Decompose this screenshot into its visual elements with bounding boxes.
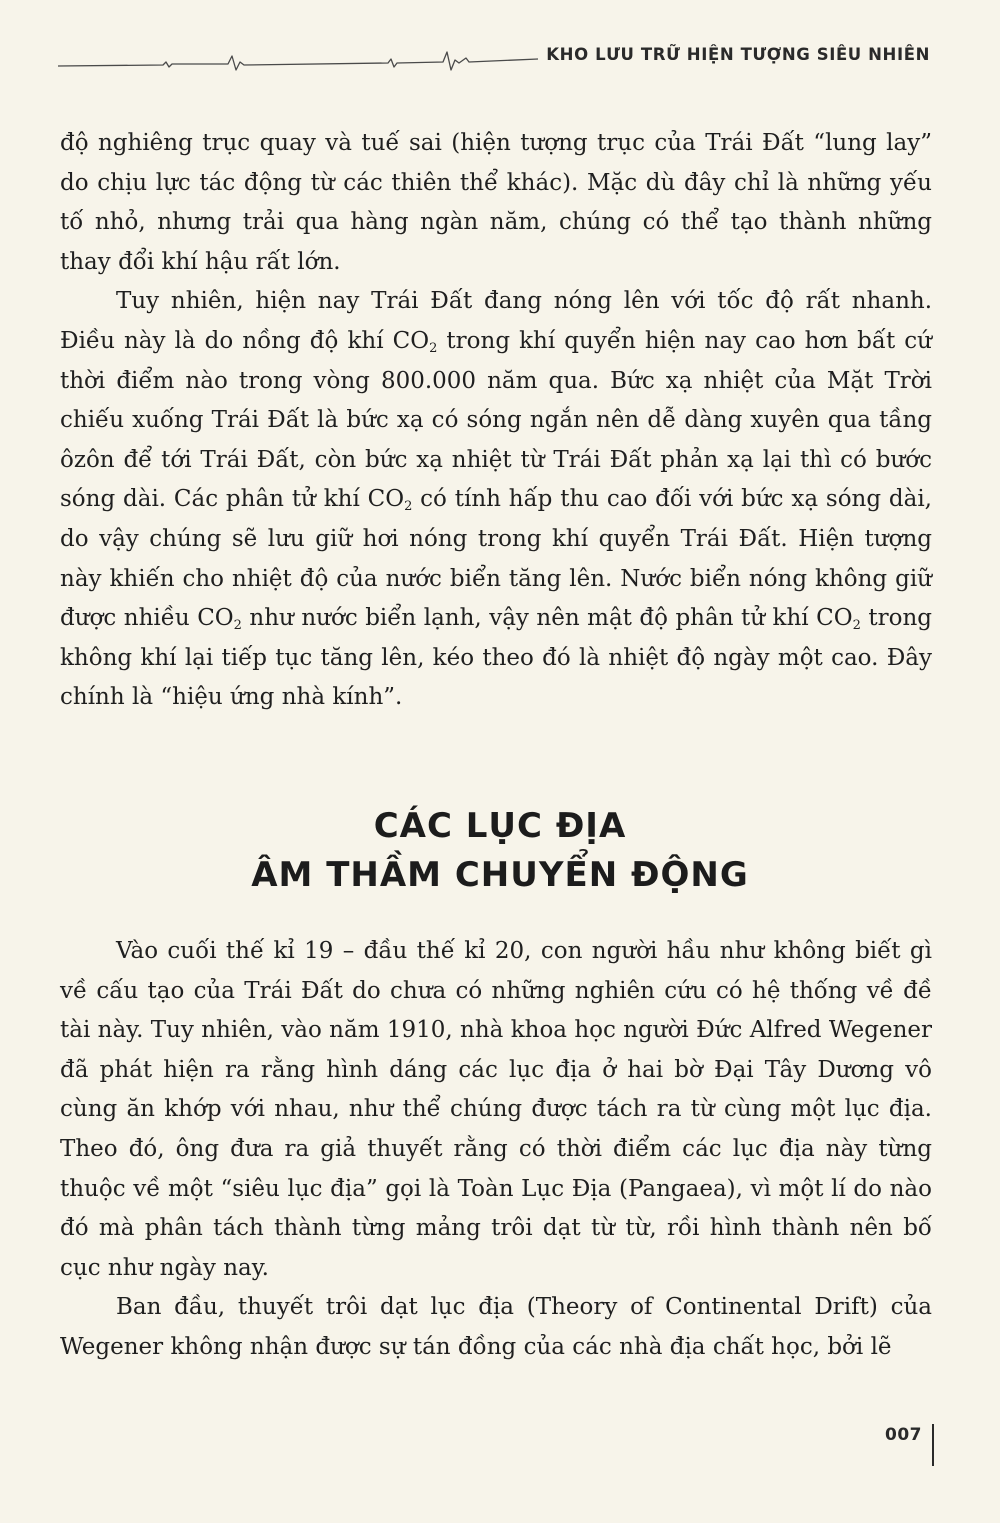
paragraph-text: trong khí quyển hiện nay cao hơn bất cứ thời điểm nào trong vòng 800.000 năm qua. Bức xạ nhiệt của Mặt Trời chiếu xuống Trái Đất là bức xạ có sóng ngắn nên dễ dàng xuyên qua tầng ôzôn để tới Trái Đất, còn bức xạ nhiệt từ Trái Đất phản xạ lại thì có bước sóng dài. Các phân tử khí CO	[60, 327, 932, 513]
page-number-divider	[932, 1424, 934, 1466]
section-heading: CÁC LỤC ĐỊA	[373, 806, 627, 846]
paragraph-text: độ nghiêng trục quay và tuế sai (hiện tượng trục của Trái Đất “lung lay” do chịu lực tác động từ các thiên thể khác). Mặc dù đây chỉ là những yếu tố nhỏ, nhưng trải qua hàng ngàn năm, chúng có thể tạo thành những thay đổi khí hậu rất lớn.	[60, 130, 932, 275]
subscript: 2	[404, 499, 413, 515]
section-heading-subline: ÂM THẦM CHUYỂN ĐỘNG	[251, 855, 749, 895]
body-text-top	[60, 124, 932, 718]
running-header	[58, 40, 933, 80]
paragraph	[60, 282, 932, 718]
paragraph: Ban đầu, thuyết trôi dạt lục địa (Theory of Continental Drift) của Wegener không nhận được sự tán đồng của các nhà địa chất học, bởi lẽ	[60, 1294, 932, 1360]
paragraph-text: có tính hấp thu cao đối với bức xạ sóng dài, do vậy chúng sẽ lưu giữ hơi nóng trong khí quyển Trái Đất. Hiện tượng này khiến cho nhiệt độ của nước biển tăng lên. Nước biển nóng không giữ được nhiều CO	[60, 486, 932, 632]
paragraph-text: như nước biển lạnh, vậy nên mật độ phân tử khí CO	[241, 605, 853, 632]
page-number: 007	[885, 1425, 922, 1445]
subscript: 2	[852, 618, 861, 634]
body-text-bottom	[60, 932, 932, 1368]
heartbeat-line-icon	[58, 40, 538, 80]
paragraph-text: Tuy nhiên, hiện nay Trái Đất đang nóng lên với tốc độ rất nhanh. Điều này là do nồng độ khí CO	[60, 288, 932, 354]
subscript: 2	[429, 340, 438, 356]
paragraph	[60, 124, 932, 282]
subscript: 2	[233, 618, 242, 634]
running-header-title: KHO LƯU TRỮ HIỆN TƯỢNG SIÊU NHIÊN	[546, 45, 930, 64]
paragraph: Vào cuối thế kỉ 19 – đầu thế kỉ 20, con người hầu như không biết gì về cấu tạo của Trái Đất do chưa có những nghiên cứu có hệ thống về đề tài này. Tuy nhiên, vào năm 1910, nhà khoa học người Đức Alfred Wegener đã phát hiện ra rằng hình dáng các lục địa ở hai bờ Đại Tây Dương vô cùng ăn khớp với nhau, như thể chúng được tách ra từ cùng một lục địa. Theo đó, ông đưa ra giả thuyết rằng có thời điểm các lục địa này từng thuộc về một “siêu lục địa” gọi là Toàn Lục Địa (Pangaea), vì một lí do nào đó mà phân tách thành từng mảng trôi dạt từ từ, rồi hình thành nên bố cục như ngày nay.	[60, 938, 932, 1281]
paragraph-text: trong không khí lại tiếp tục tăng lên, kéo theo đó là nhiệt độ ngày một cao. Đây chính là “hiệu ứng nhà kính”.	[60, 605, 933, 711]
